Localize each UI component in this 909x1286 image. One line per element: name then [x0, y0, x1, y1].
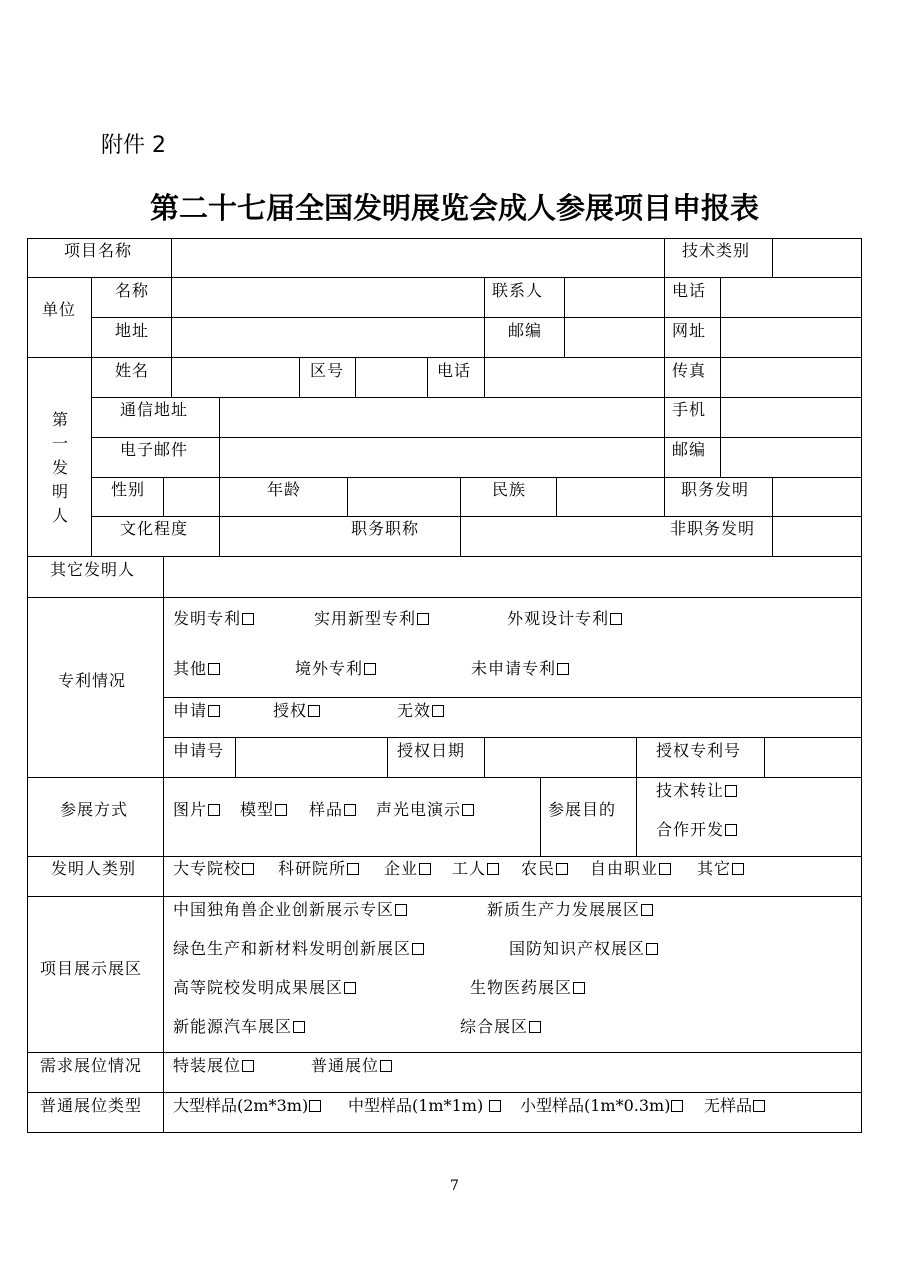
- non-service-invention-label: 非职务发明: [670, 519, 756, 538]
- checkbox[interactable]: [732, 863, 744, 875]
- option-text: 申请: [173, 701, 208, 720]
- option-text: 其他: [173, 659, 208, 678]
- table-border-bottom: [27, 1132, 862, 1133]
- option-text: 普通展位: [311, 1056, 380, 1075]
- col-line: [772, 238, 773, 278]
- option-text: 未申请专利: [471, 659, 557, 678]
- patent-type-foreign[interactable]: [295, 659, 376, 679]
- option-text: 小型样品(1m*0.3m): [520, 1096, 671, 1115]
- booth-type-label: 普通展位类型: [40, 1096, 143, 1115]
- checkbox[interactable]: [412, 943, 424, 955]
- option-text: 大专院校: [173, 859, 242, 878]
- checkbox[interactable]: [344, 982, 356, 994]
- table-border-left: [27, 238, 28, 1133]
- col-line: [299, 357, 300, 397]
- other-inventors-label: 其它发明人: [50, 560, 136, 579]
- age-label: 年龄: [267, 480, 302, 499]
- row-line: [91, 397, 862, 398]
- row-line: [27, 357, 862, 358]
- option-text: 中型样品(1m*1m): [348, 1096, 489, 1115]
- unit-phone-label: 电话: [672, 281, 707, 300]
- option-text: 农民: [521, 859, 556, 878]
- col-line: [664, 238, 665, 278]
- checkbox[interactable]: [671, 1100, 683, 1112]
- zone-university[interactable]: [173, 978, 356, 998]
- area-code-label: 区号: [310, 361, 345, 380]
- unit-website-label: 网址: [672, 321, 707, 340]
- patent-type-invention[interactable]: [173, 609, 254, 629]
- exhibit-method-sample[interactable]: [309, 800, 356, 820]
- table-border-top: [27, 238, 862, 239]
- unit-postcode-label: 邮编: [508, 321, 543, 340]
- email-label: 电子邮件: [120, 440, 189, 459]
- col-line: [355, 357, 356, 397]
- patent-status-applied[interactable]: [173, 701, 220, 721]
- row-line: [27, 597, 862, 598]
- exhibit-method-model[interactable]: [240, 800, 287, 820]
- col-line: [636, 737, 637, 857]
- row-line: [27, 1092, 862, 1093]
- col-line: [91, 277, 92, 557]
- zone-new-productivity[interactable]: [487, 900, 653, 920]
- row-line: [27, 556, 862, 557]
- option-text: 发明专利: [173, 609, 242, 628]
- first-inventor-label-char: 人: [51, 506, 68, 525]
- inventor-type-institute[interactable]: [278, 859, 359, 879]
- checkbox[interactable]: [725, 785, 737, 797]
- table-border-right: [861, 238, 862, 1133]
- option-text: 其它: [697, 859, 732, 878]
- option-text: 综合展区: [460, 1017, 529, 1036]
- inventor-phone-label: 电话: [437, 361, 472, 380]
- row-line: [91, 516, 862, 517]
- checkbox[interactable]: [242, 613, 254, 625]
- unit-address-label: 地址: [115, 321, 150, 340]
- checkbox[interactable]: [529, 1021, 541, 1033]
- option-text: 科研院所: [278, 859, 347, 878]
- checkbox[interactable]: [419, 863, 431, 875]
- col-line: [427, 357, 428, 397]
- option-text: 境外专利: [295, 659, 364, 678]
- option-text: 无样品: [704, 1096, 753, 1115]
- project-name-label: 项目名称: [64, 241, 133, 260]
- option-text: 模型: [240, 800, 275, 819]
- option-text: 授权: [273, 701, 308, 720]
- checkbox[interactable]: [309, 1100, 321, 1112]
- row-line: [27, 856, 862, 857]
- inventor-type-other[interactable]: [697, 859, 744, 879]
- option-text: 样品: [309, 800, 344, 819]
- gender-label: 性别: [111, 480, 146, 499]
- col-line: [387, 737, 388, 777]
- col-line: [219, 397, 220, 557]
- form-title: 第二十七届全国发明展览会成人参展项目申报表: [149, 191, 759, 225]
- checkbox[interactable]: [487, 863, 499, 875]
- booth-type-small[interactable]: [520, 1096, 683, 1116]
- checkbox[interactable]: [242, 863, 254, 875]
- row-line: [163, 737, 862, 738]
- checkbox[interactable]: [208, 663, 220, 675]
- checkbox[interactable]: [725, 824, 737, 836]
- checkbox[interactable]: [432, 705, 444, 717]
- zone-biomedicine[interactable]: [470, 978, 585, 998]
- first-inventor-label-char: 发: [51, 458, 68, 477]
- checkbox[interactable]: [275, 804, 287, 816]
- option-text: 图片: [173, 800, 208, 819]
- checkbox[interactable]: [344, 804, 356, 816]
- row-line: [27, 277, 862, 278]
- zone-new-energy-vehicle[interactable]: [173, 1017, 305, 1037]
- booth-type-large[interactable]: [173, 1096, 321, 1116]
- col-line: [163, 477, 164, 517]
- checkbox[interactable]: [659, 863, 671, 875]
- mobile-label: 手机: [672, 400, 707, 419]
- col-line: [484, 737, 485, 777]
- exhibit-method-label: 参展方式: [60, 800, 129, 819]
- checkbox[interactable]: [364, 663, 376, 675]
- row-line: [91, 477, 862, 478]
- option-text: 声光电演示: [376, 800, 462, 819]
- purpose-tech-transfer[interactable]: [656, 781, 737, 801]
- checkbox[interactable]: [489, 1100, 501, 1112]
- first-inventor-label: [50, 408, 70, 528]
- job-title-label: 职务职称: [351, 519, 420, 538]
- first-inventor-label-char: 一: [51, 434, 68, 453]
- checkbox[interactable]: [293, 1021, 305, 1033]
- tech-category-label: 技术类别: [682, 241, 751, 260]
- patent-type-design[interactable]: [507, 609, 622, 629]
- option-text: 国防知识产权展区: [509, 939, 646, 958]
- col-line: [556, 477, 557, 517]
- checkbox[interactable]: [208, 705, 220, 717]
- checkbox[interactable]: [308, 705, 320, 717]
- patent-status-granted[interactable]: [273, 701, 320, 721]
- checkbox[interactable]: [641, 904, 653, 916]
- option-text: 无效: [397, 701, 432, 720]
- first-inventor-label-char: 第: [51, 410, 68, 429]
- checkbox[interactable]: [462, 804, 474, 816]
- col-line: [772, 477, 773, 557]
- col-line: [484, 357, 485, 397]
- option-text: 中国独角兽企业创新展示专区: [173, 900, 395, 919]
- booth-standard[interactable]: [311, 1056, 392, 1076]
- fax-label: 传真: [672, 361, 707, 380]
- col-line: [347, 477, 348, 517]
- zone-green-materials[interactable]: [173, 939, 424, 959]
- inventor-type-freelance[interactable]: [590, 859, 671, 879]
- col-line: [664, 277, 665, 517]
- option-text: 生物医药展区: [470, 978, 573, 997]
- option-text: 工人: [452, 859, 487, 878]
- patent-type-not-applied[interactable]: [471, 659, 569, 679]
- unit-name-label: 名称: [115, 281, 150, 300]
- zones-label: 项目展示展区: [40, 959, 143, 978]
- option-text: 外观设计专利: [507, 609, 610, 628]
- option-text: 合作开发: [656, 820, 725, 839]
- inventor-type-farmer[interactable]: [521, 859, 568, 879]
- booth-type-medium[interactable]: [348, 1096, 501, 1116]
- zone-defense-ip[interactable]: [509, 939, 658, 959]
- zone-unicorn[interactable]: [173, 900, 407, 920]
- inventor-postcode-label: 邮编: [672, 440, 707, 459]
- exhibit-purpose-label: 参展目的: [548, 800, 617, 819]
- row-line: [91, 317, 862, 318]
- unit-contact-label: 联系人: [492, 281, 544, 300]
- col-line: [235, 737, 236, 777]
- patent-status-invalid[interactable]: [397, 701, 444, 721]
- col-line: [163, 556, 164, 1133]
- inventor-type-college[interactable]: [173, 859, 254, 879]
- first-inventor-label-char: 明: [51, 482, 68, 501]
- education-label: 文化程度: [120, 519, 189, 538]
- option-text: 实用新型专利: [314, 609, 417, 628]
- checkbox[interactable]: [208, 804, 220, 816]
- row-line: [91, 437, 862, 438]
- exhibit-method-demo[interactable]: [376, 800, 474, 820]
- col-line: [540, 777, 541, 857]
- col-line: [171, 238, 172, 358]
- row-line: [27, 896, 862, 897]
- option-text: 高等院校发明成果展区: [173, 978, 344, 997]
- patent-type-other[interactable]: [173, 659, 220, 679]
- zone-comprehensive[interactable]: [460, 1017, 541, 1037]
- grant-date-label: 授权日期: [397, 741, 466, 760]
- col-line: [764, 737, 765, 777]
- checkbox[interactable]: [242, 1060, 254, 1072]
- col-line: [564, 277, 565, 357]
- service-invention-label: 职务发明: [681, 480, 750, 499]
- col-line: [171, 357, 172, 397]
- attachment-label: 附件 2: [101, 133, 166, 158]
- option-text: 绿色生产和新材料发明创新展区: [173, 939, 412, 958]
- option-text: 新质生产力发展展区: [487, 900, 641, 919]
- booth-special[interactable]: [173, 1056, 254, 1076]
- inventor-type-label: 发明人类别: [51, 859, 137, 878]
- checkbox[interactable]: [610, 613, 622, 625]
- option-text: 新能源汽车展区: [173, 1017, 293, 1036]
- option-text: 技术转让: [656, 781, 725, 800]
- checkbox[interactable]: [347, 863, 359, 875]
- mail-address-label: 通信地址: [120, 400, 189, 419]
- col-line: [484, 277, 485, 357]
- patent-type-utility[interactable]: [314, 609, 429, 629]
- option-text: 自由职业: [590, 859, 659, 878]
- row-line: [27, 777, 862, 778]
- application-no-label: 申请号: [173, 741, 225, 760]
- unit-label: 单位: [42, 300, 77, 319]
- option-text: 特装展位: [173, 1056, 242, 1075]
- checkbox[interactable]: [646, 943, 658, 955]
- col-line: [720, 277, 721, 477]
- option-text: 企业: [384, 859, 419, 878]
- checkbox[interactable]: [417, 613, 429, 625]
- inventor-type-worker[interactable]: [452, 859, 499, 879]
- checkbox[interactable]: [556, 863, 568, 875]
- booth-type-none[interactable]: [704, 1096, 765, 1116]
- inventor-name-label: 姓名: [115, 361, 150, 380]
- option-text: 大型样品(2m*3m): [173, 1096, 309, 1115]
- grant-patent-no-label: 授权专利号: [656, 741, 742, 760]
- page-number: 7: [450, 1178, 459, 1194]
- checkbox[interactable]: [557, 663, 569, 675]
- checkbox[interactable]: [573, 982, 585, 994]
- patent-label: 专利情况: [58, 671, 127, 690]
- inventor-type-enterprise[interactable]: [384, 859, 431, 879]
- purpose-cooperation[interactable]: [656, 820, 737, 840]
- exhibit-method-picture[interactable]: [173, 800, 220, 820]
- booth-need-label: 需求展位情况: [40, 1056, 143, 1075]
- col-line: [460, 477, 461, 557]
- row-line: [27, 1052, 862, 1053]
- row-line: [163, 697, 862, 698]
- checkbox[interactable]: [753, 1100, 765, 1112]
- checkbox[interactable]: [380, 1060, 392, 1072]
- ethnicity-label: 民族: [492, 480, 527, 499]
- checkbox[interactable]: [395, 904, 407, 916]
